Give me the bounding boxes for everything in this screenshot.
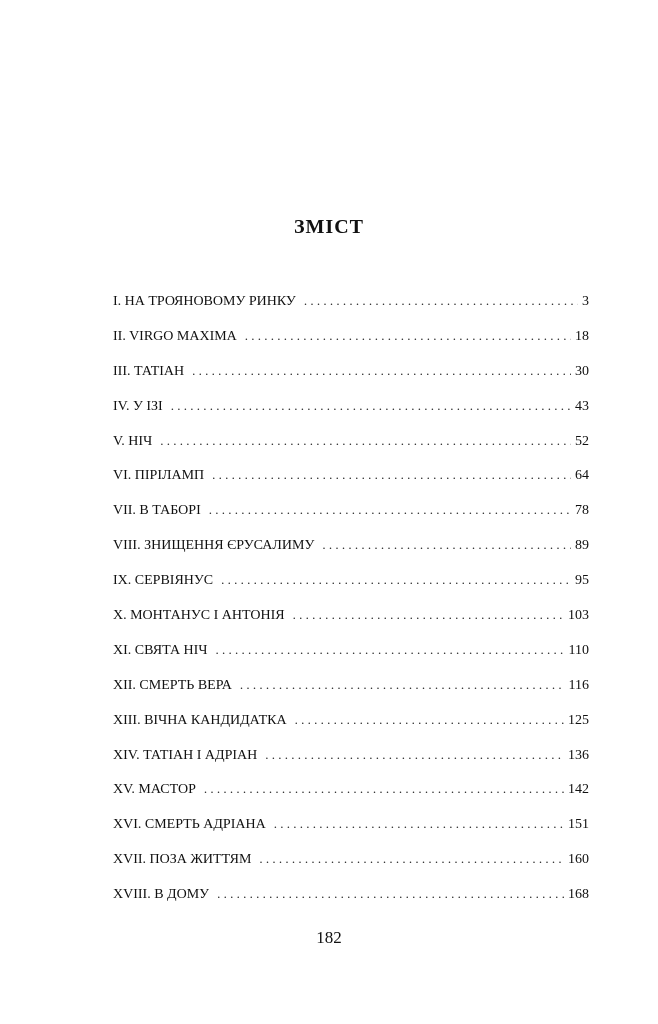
- dot-leader: [215, 642, 564, 658]
- dot-leader: [265, 747, 564, 763]
- toc-entry-page: 110: [568, 642, 589, 658]
- toc-entry-title: XIV. ТАТІАН І АДРІАН: [113, 747, 258, 763]
- toc-entry[interactable]: [113, 677, 589, 712]
- toc-entry[interactable]: [113, 816, 589, 851]
- toc-entry-page: 95: [575, 573, 589, 589]
- dot-leader: [209, 502, 571, 518]
- dot-leader: [295, 712, 564, 728]
- toc-entry-title: V. НІЧ: [113, 433, 153, 449]
- dot-leader: [160, 433, 571, 449]
- dot-leader: [217, 886, 564, 902]
- dot-leader: [274, 816, 564, 832]
- toc-entry[interactable]: [113, 607, 589, 642]
- toc-entry[interactable]: [113, 851, 589, 886]
- toc-entry-title: X. МОНТАНУС І АНТОНІЯ: [113, 608, 285, 624]
- toc-entry[interactable]: [113, 363, 589, 398]
- toc-entry-page: 30: [575, 363, 589, 379]
- toc-entry[interactable]: [113, 433, 589, 468]
- toc-entry[interactable]: [113, 467, 589, 502]
- toc-entry[interactable]: [113, 572, 589, 607]
- toc-entry-title: VII. В ТАБОРІ: [113, 503, 201, 519]
- dot-leader: [212, 467, 571, 483]
- toc-entry[interactable]: [113, 328, 589, 363]
- dot-leader: [322, 537, 571, 553]
- toc-entry[interactable]: [113, 398, 589, 433]
- toc-entry-page: 78: [575, 503, 589, 519]
- toc-entry-page: 18: [575, 328, 589, 344]
- dot-leader: [259, 851, 564, 867]
- toc-entry-page: 168: [568, 887, 589, 903]
- toc-entry-page: 125: [568, 712, 589, 728]
- dot-leader: [171, 398, 571, 414]
- page-number: 182: [316, 928, 342, 947]
- toc-entry-title: VIII. ЗНИЩЕННЯ ЄРУСАЛИМУ: [113, 538, 315, 554]
- dot-leader: [245, 328, 571, 344]
- toc-entry-title: XI. СВЯТА НІЧ: [113, 642, 208, 658]
- toc-entry-title: XII. СМЕРТЬ ВЕРА: [113, 677, 232, 693]
- toc-entry[interactable]: [113, 712, 589, 747]
- toc-entry-title: XVIII. В ДОМУ: [113, 887, 210, 903]
- toc-entry-page: 89: [575, 538, 589, 554]
- toc-entry-title: I. НА ТРОЯНОВОМУ РИНКУ: [113, 294, 296, 309]
- toc-entry-page: 43: [575, 398, 589, 414]
- dot-leader: [221, 572, 571, 588]
- dot-leader: [304, 293, 578, 309]
- table-of-contents: [113, 293, 589, 921]
- toc-entry-title: IV. У ІЗІ: [113, 398, 163, 414]
- page-title: ЗМІСТ: [294, 216, 364, 238]
- toc-entry-title: IX. СЕРВІЯНУС: [113, 573, 214, 589]
- toc-entry[interactable]: [113, 886, 589, 921]
- toc-entry[interactable]: [113, 747, 589, 782]
- toc-entry-title: XV. МАСТОР: [113, 782, 196, 798]
- toc-entry-page: 116: [568, 677, 589, 693]
- toc-entry-page: 151: [568, 817, 589, 833]
- toc-entry-page: 160: [568, 852, 589, 868]
- toc-entry-page: 142: [568, 782, 589, 798]
- toc-entry[interactable]: [113, 293, 589, 328]
- toc-entry-title: XIII. ВІЧНА КАНДИДАТКА: [113, 712, 287, 728]
- toc-entry-title: VI. ПІРІЛАМП: [113, 468, 205, 484]
- toc-entry-page: 3: [582, 294, 589, 309]
- toc-entry-title: XVII. ПОЗА ЖИТТЯМ: [113, 852, 252, 868]
- toc-entry-title: III. ТАТІАН: [113, 363, 185, 379]
- toc-entry[interactable]: [113, 502, 589, 537]
- dot-leader: [240, 677, 565, 693]
- toc-entry-title: II. VIRGO MAXIMA: [113, 328, 237, 344]
- toc-entry-title: XVI. СМЕРТЬ АДРІАНА: [113, 817, 266, 833]
- dot-leader: [293, 607, 564, 623]
- toc-entry-page: 64: [575, 468, 589, 484]
- toc-entry-page: 103: [568, 608, 589, 624]
- dot-leader: [192, 363, 571, 379]
- toc-entry-page: 52: [575, 433, 589, 449]
- toc-entry[interactable]: [113, 642, 589, 677]
- toc-entry[interactable]: [113, 781, 589, 816]
- toc-entry-page: 136: [568, 747, 589, 763]
- dot-leader: [204, 781, 564, 797]
- toc-entry[interactable]: [113, 537, 589, 572]
